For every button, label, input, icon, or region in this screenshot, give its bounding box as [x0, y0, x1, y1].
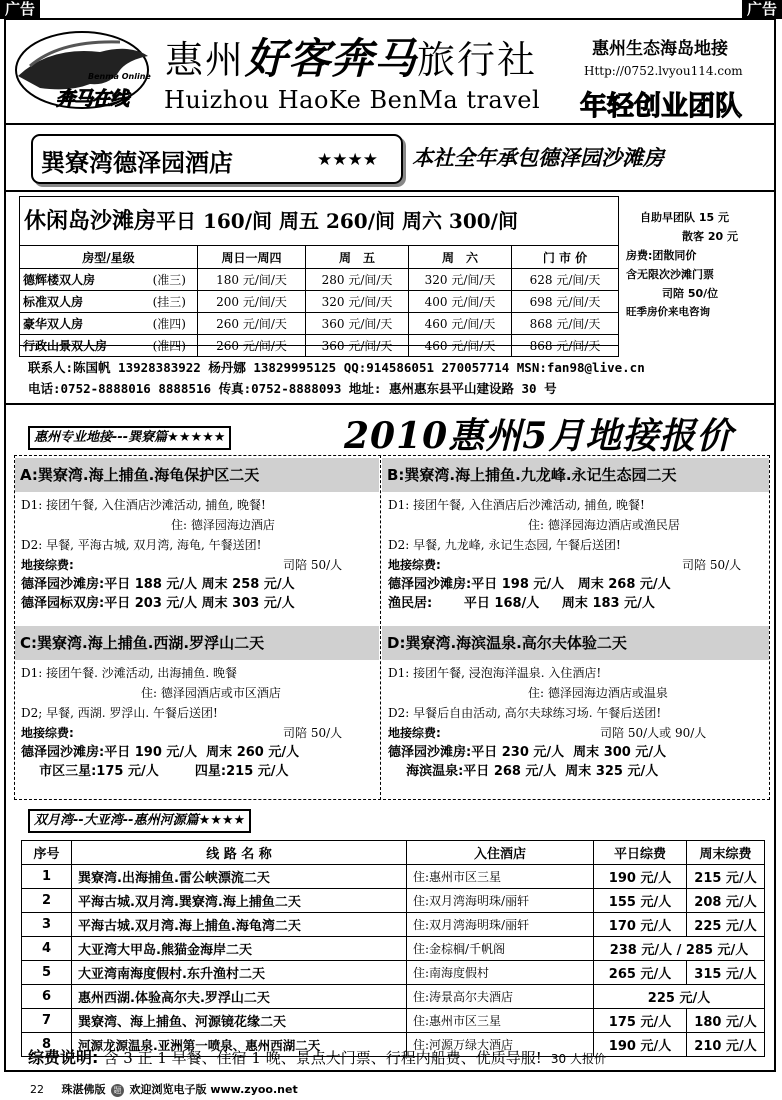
- room-price-sat: 400 元/间/天: [409, 291, 512, 313]
- package-a-title: A:巽寮湾.海上捕鱼.海龟保护区二天: [15, 458, 379, 492]
- package-b-fee-label: 地接综费:: [388, 558, 441, 572]
- hotel-stars: ★★★★: [317, 150, 378, 170]
- package-b-stay: 住: 德泽园海边酒店或渔民居: [528, 518, 680, 532]
- route-hotel: 住:涛景高尔夫酒店: [407, 985, 594, 1009]
- route-number: 8: [22, 1033, 72, 1057]
- route-weekend-price: 215 元/人: [687, 865, 765, 889]
- package-a-day2: D2: 早餐, 平海古城, 双月湾, 海龟, 午餐送团!: [21, 538, 262, 552]
- room-grade: (挂三): [152, 295, 186, 309]
- package-b-price: 渔民居: 平日 168/人 周末 183 元/人: [388, 596, 655, 611]
- route-col-header: 入住酒店: [407, 841, 594, 865]
- room-table-header: [20, 246, 619, 269]
- route-weekend-price: 210 元/人: [687, 1033, 765, 1057]
- room-col-header: 周 五: [306, 246, 409, 269]
- route-number: 5: [22, 961, 72, 985]
- package-a-stay: 住: 德泽园海边酒店: [171, 518, 275, 532]
- package-c: [15, 626, 379, 781]
- may-section-title: 2010惠州5月地接报价: [344, 415, 734, 457]
- route-row: [22, 1009, 765, 1033]
- route-name: 大亚湾南海度假村.东升渔村二天: [72, 961, 407, 985]
- package-d-day1: D1: 接团午餐, 浸泡海洋温泉. 入住酒店!: [388, 666, 602, 680]
- route-weekday-price: 175 元/人: [594, 1009, 687, 1033]
- hotel-name: 巽寮湾德泽园酒店: [41, 149, 233, 177]
- footer-badge-icon: 题: [111, 1084, 124, 1097]
- route-hotel: 住:双月湾海明珠/丽轩: [407, 913, 594, 937]
- room-price-sat: 460 元/间/天: [409, 313, 512, 335]
- side-note: 旺季房价来电咨询: [626, 306, 710, 318]
- route-number: 1: [22, 865, 72, 889]
- route-row: [22, 913, 765, 937]
- header-right-slogan: 年轻创业团队: [580, 91, 742, 122]
- room-row: [20, 335, 619, 357]
- package-b-day1: D1: 接团午餐, 入住酒店后沙滩活动, 捕鱼, 晚餐!: [388, 498, 645, 512]
- route-weekend-price: 208 元/人: [687, 889, 765, 913]
- route-name: 平海古城.双月湾.巽寮湾.海上捕鱼二天: [72, 889, 407, 913]
- route-row: [22, 985, 765, 1009]
- route-name: 大亚湾大甲岛.熊猫金海岸二天: [72, 937, 407, 961]
- package-a-price: 德泽园标双房:平日 203 元/人 周末 303 元/人: [21, 596, 295, 611]
- package-d-title: D:巽寮湾.海滨温泉.高尔夫体验二天: [382, 626, 769, 660]
- room-price-rack: 868 元/间/天: [512, 335, 619, 357]
- route-number: 4: [22, 937, 72, 961]
- room-row: [20, 269, 619, 291]
- contact-line-2: 电话:0752-8888016 8888516 传真:0752-8888093 地址: 惠州惠东县平山建设路 30 号: [28, 381, 557, 396]
- beach-room-prices: 平日 160/间 周五 260/间 周六 300/间: [156, 209, 518, 233]
- package-d-fee-label: 地接综费:: [388, 726, 441, 740]
- route-weekend-price: 180 元/人: [687, 1009, 765, 1033]
- room-col-header: 门 市 价: [512, 246, 619, 269]
- footer-text: 欢迎浏览电子版 www.zyoo.net: [129, 1083, 298, 1096]
- side-note: 自助早团队 15 元: [640, 211, 729, 224]
- route-name: 平海古城.双月湾.海上捕鱼.海龟湾二天: [72, 913, 407, 937]
- hotel-bottom-divider: [4, 403, 776, 405]
- room-grade: (准三): [152, 273, 186, 287]
- route-col-header: 线 路 名 称: [72, 841, 407, 865]
- room-grade: (准四): [152, 317, 186, 331]
- route-name: 惠州西湖.体验高尔夫.罗浮山二天: [72, 985, 407, 1009]
- room-price-rack: 698 元/间/天: [512, 291, 619, 313]
- package-d-escort: 司陪 50/人或 90/人: [600, 726, 707, 740]
- route-weekday-price: 190 元/人: [594, 1033, 687, 1057]
- fee-note-suffix: 30 人报价: [550, 1052, 606, 1066]
- agency-title-part1: 惠州: [165, 38, 246, 82]
- route-hotel: 住:南海度假村: [407, 961, 594, 985]
- route-col-header: 序号: [22, 841, 72, 865]
- route-hotel: 住:金棕榈/千帆阁: [407, 937, 594, 961]
- route-weekday-price: 190 元/人: [594, 865, 687, 889]
- package-c-price: 德泽园沙滩房:平日 190 元/人 周末 260 元/人: [21, 745, 300, 760]
- header-right-url: Http://0752.lvyou114.com: [584, 64, 743, 78]
- route-weekday-price: 170 元/人: [594, 913, 687, 937]
- room-price-weekday: 200 元/间/天: [198, 291, 306, 313]
- package-d-stay: 住: 德泽园海边酒店或温泉: [528, 686, 668, 700]
- bottom-section-tag: 双月湾--大亚湾--惠州河源篇★★★★: [28, 809, 251, 833]
- room-grade: (准四): [152, 339, 186, 353]
- route-name: 巽寮湾、海上捕鱼、河源镜花缘二天: [72, 1009, 407, 1033]
- route-number: 2: [22, 889, 72, 913]
- room-col-header: 周日一周四: [198, 246, 306, 269]
- route-weekday-price: 155 元/人: [594, 889, 687, 913]
- room-row: [20, 291, 619, 313]
- room-side-notes: [626, 208, 770, 322]
- package-a-day1: D1: 接团午餐, 入住酒店沙滩活动, 捕鱼, 晚餐!: [21, 498, 266, 512]
- room-price-weekday: 180 元/间/天: [198, 269, 306, 291]
- agency-title-part3: 旅行社: [417, 38, 538, 82]
- route-col-header: 周末综费: [687, 841, 765, 865]
- room-price-rack: 628 元/间/天: [512, 269, 619, 291]
- hotel-name-box: [31, 134, 403, 184]
- route-hotel: 住:惠州市区三星: [407, 865, 594, 889]
- route-weekend-price: 225 元/人: [687, 913, 765, 937]
- package-a-price: 德泽园沙滩房:平日 188 元/人 周末 258 元/人: [21, 577, 295, 592]
- route-hotel: 住:河源万绿大酒店: [407, 1033, 594, 1057]
- room-price-weekday: 260 元/间/天: [198, 313, 306, 335]
- route-row: [22, 865, 765, 889]
- package-grid-divider: [380, 455, 381, 800]
- route-hotel: 住:惠州市区三星: [407, 1009, 594, 1033]
- package-c-title: C:巽寮湾.海上捕鱼.西湖.罗浮山二天: [15, 626, 379, 660]
- room-price-fri: 320 元/间/天: [306, 291, 409, 313]
- page-footer: [30, 1081, 298, 1097]
- page-number: 22: [30, 1083, 44, 1096]
- agency-title-part2: 好客奔马: [245, 34, 418, 83]
- route-combined-price: 225 元/人: [594, 985, 765, 1009]
- route-weekday-price: 265 元/人: [594, 961, 687, 985]
- route-combined-price: 238 元/人 / 285 元/人: [594, 937, 765, 961]
- package-b: [382, 458, 769, 613]
- logo: [10, 26, 155, 114]
- fee-note-text: 含 3 正 1 早餐、住宿 1 晚、景点大门票、行程内船费、优质导服!: [103, 1049, 542, 1067]
- room-col-header: 周 六: [409, 246, 512, 269]
- hotel-top-divider: [4, 190, 776, 192]
- room-price-fri: 280 元/间/天: [306, 269, 409, 291]
- route-name: 河源龙源温泉.亚洲第一喷泉、惠州西湖二天: [72, 1033, 407, 1057]
- side-note: 房费:团散同价: [626, 249, 697, 262]
- package-b-escort: 司陪 50/人: [682, 558, 742, 572]
- side-note: 散客 20 元: [682, 230, 738, 243]
- room-col-header: 房型/星级: [20, 246, 198, 269]
- fee-note: [28, 1045, 606, 1068]
- room-price-sat: 460 元/间/天: [409, 335, 512, 357]
- logo-small-text: Benma Online: [88, 72, 151, 81]
- route-col-header: 平日综费: [594, 841, 687, 865]
- room-type: 行政山景双人房: [23, 339, 108, 353]
- package-a: [15, 458, 379, 613]
- side-note: 含无限次沙滩门票: [626, 268, 714, 281]
- room-price-fri: 360 元/间/天: [306, 335, 409, 357]
- package-c-escort: 司陪 50/人: [283, 726, 343, 740]
- package-a-fee-label: 地接综费:: [21, 558, 74, 572]
- package-d-price: 海滨温泉:平日 268 元/人 周末 325 元/人: [388, 764, 659, 779]
- ad-tag-right: 广告: [742, 0, 782, 19]
- beach-room-label: 休闲岛沙滩房: [24, 209, 157, 234]
- route-row: [22, 889, 765, 913]
- room-price-rack: 868 元/间/天: [512, 313, 619, 335]
- side-note: 司陪 50/位: [662, 287, 719, 300]
- package-d-price: 德泽园沙滩房:平日 230 元/人 周末 300 元/人: [388, 745, 667, 760]
- room-price-sat: 320 元/间/天: [409, 269, 512, 291]
- footer-publisher: 珠湛佛版: [61, 1083, 106, 1096]
- route-name: 巽寮湾.出海捕鱼.雷公峡漂流二天: [72, 865, 407, 889]
- package-d: [382, 626, 769, 781]
- room-price-weekday: 260 元/间/天: [198, 335, 306, 357]
- logo-main-text: 奔马在线: [56, 88, 129, 110]
- route-weekend-price: 315 元/人: [687, 961, 765, 985]
- room-price-fri: 360 元/间/天: [306, 313, 409, 335]
- route-table-header: [22, 841, 765, 865]
- route-number: 6: [22, 985, 72, 1009]
- room-type: 标准双人房: [23, 295, 84, 309]
- package-c-price: 市区三星:175 元/人 四星:215 元/人: [21, 764, 289, 779]
- contact-line-1: 联系人:陈国帆 13928383922 杨丹娜 13829995125 QQ:914586051 270057714 MSN:fan98@live.cn: [28, 360, 645, 375]
- agency-title: [165, 26, 537, 86]
- route-number: 3: [22, 913, 72, 937]
- package-d-day2: D2: 早餐后自由活动, 高尔夫球练习场. 午餐后送团!: [388, 706, 662, 720]
- may-section-tag: 惠州专业地接---巽寮篇★★★★★: [28, 426, 231, 450]
- route-hotel: 住:双月湾海明珠/丽轩: [407, 889, 594, 913]
- fee-note-label: 综费说明:: [28, 1048, 99, 1067]
- route-row: [22, 961, 765, 985]
- header-divider: [4, 123, 776, 125]
- package-b-price: 德泽园沙滩房:平日 198 元/人 周末 268 元/人: [388, 577, 671, 592]
- room-price-table: [19, 245, 619, 357]
- package-a-escort: 司陪 50/人: [283, 558, 343, 572]
- route-table: [21, 840, 765, 1057]
- route-number: 7: [22, 1009, 72, 1033]
- ad-tag-left: 广告: [0, 0, 40, 19]
- package-b-day2: D2: 早餐, 九龙峰, 永记生态园, 午餐后送团!: [388, 538, 621, 552]
- room-type: 豪华双人房: [23, 317, 84, 331]
- route-row: [22, 937, 765, 961]
- package-b-title: B:巽寮湾.海上捕鱼.九龙峰.永记生态园二天: [382, 458, 769, 492]
- package-c-day2: D2; 早餐, 西湖. 罗浮山. 午餐后送团!: [21, 706, 218, 720]
- package-c-stay: 住: 德泽园酒店或市区酒店: [141, 686, 281, 700]
- package-c-fee-label: 地接综费:: [21, 726, 74, 740]
- room-row: [20, 313, 619, 335]
- hotel-slogan: 本社全年承包德泽园沙滩房: [412, 146, 664, 170]
- header-right-line1: 惠州生态海岛地接: [592, 39, 728, 59]
- room-type: 德辉楼双人房: [23, 273, 96, 287]
- package-c-day1: D1: 接团午餐. 沙滩活动, 出海捕鱼. 晚餐: [21, 666, 238, 680]
- agency-subtitle: Huizhou HaoKe BenMa travel: [164, 86, 541, 114]
